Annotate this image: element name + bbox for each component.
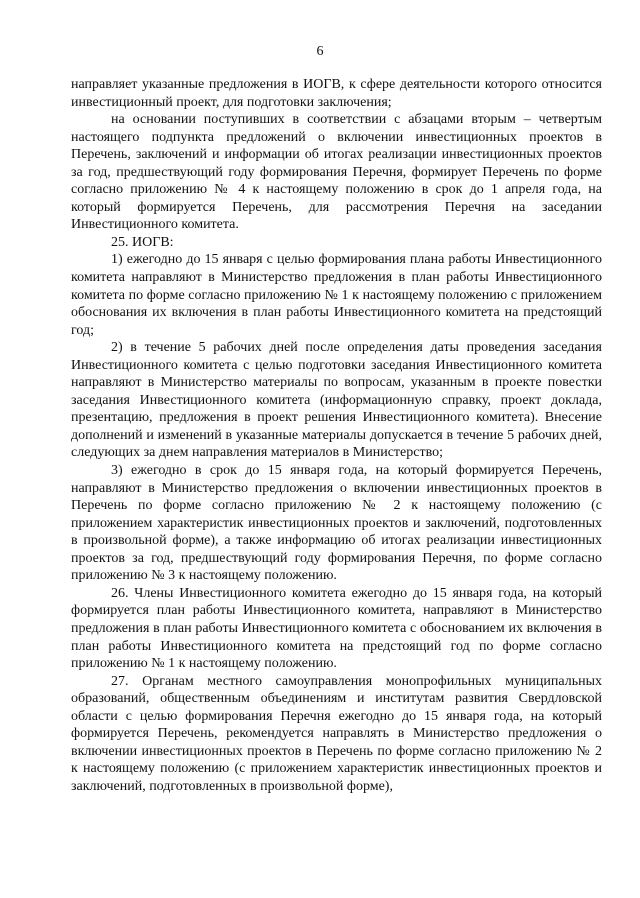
paragraph: 26. Члены Инвестиционного комитета ежегодно до 15 января года, на который формируется план работы Инвестиционного комитета, направляют в Министерство предложения в план работы Инвестиционного комитета с обоснованием их включения в план работы Инвестиционного комитета на предстоящий год по форме согласно приложению № 1 к настоящему положению. xyxy=(71,585,602,672)
paragraph: 27. Органам местного самоуправления монопрофильных муниципальных образований, общественным объединениям и институтам развития Свердловской области с целью формирования Перечня ежегодно до 15 января года, на который формируется Перечень, рекомендуется направлять в Министерство предложения о включении инвестиционных проектов в Перечень по форме согласно приложению № 2 к настоящему положению (с приложением характеристик инвестиционных проектов и заключений, подготовленных в произвольной форме), xyxy=(71,673,602,794)
list-item: 3) ежегодно в срок до 15 января года, на который формируется Перечень, направляют в Министерство предложения о включении инвестиционных проектов в Перечень по форме согласно приложению № 2 к настоящему положению (с приложением характеристик инвестиционных проектов и заключений, подготовленных в произвольной форме), а также информацию об итогах реализации инвестиционных проектов за год, предшествующий году формирования Перечня, по форме согласно приложению № 3 к настоящему положению. xyxy=(71,463,602,584)
section-heading: 25. ИОГВ: xyxy=(111,234,174,250)
list-item: 1) ежегодно до 15 января с целью формирования плана работы Инвестиционного комитета направляют в Министерство предложения в план работы Инвестиционного комитета по форме согласно приложению № 1 к настоящему положению с приложением обоснования их включения в план работы Инвестиционного комитета на предстоящий год; xyxy=(71,252,602,338)
page-number: 6 xyxy=(316,44,324,59)
paragraph: направляет указанные предложения в ИОГВ, к сфере деятельности которого относится инвестиционный проект, для подготовки заключения; xyxy=(71,77,602,110)
paragraph: на основании поступивших в соответствии с абзацами вторым – четвертым настоящего подпункта предложений о включении инвестиционных проектов в Перечень, заключений и информации об итогах реализации инвестиционных проектов за год, предшествующий году формирования Перечня, формирует Перечень по форме согласно приложению № 4 к настоящему положению в срок до 1 апреля года, на который формируется Перечень, для рассмотрения Перечня на заседании Инвестиционного комитета. xyxy=(71,112,602,233)
list-item: 2) в течение 5 рабочих дней после определения даты проведения заседания Инвестиционного комитета с целью подготовки заседания Инвестиционного комитета направляют в Министерство материалы по вопросам, указанным в проекте повестки заседания Инвестиционного комитета (информационную справку, проект доклада, презентацию, предложения в проект решения Инвестиционного комитета). Внесение дополнений и изменений в указанные материалы допускается в течение 5 рабочих дней, следующих за днем направления материалов в Министерство; xyxy=(71,340,602,461)
document-body xyxy=(71,76,602,795)
